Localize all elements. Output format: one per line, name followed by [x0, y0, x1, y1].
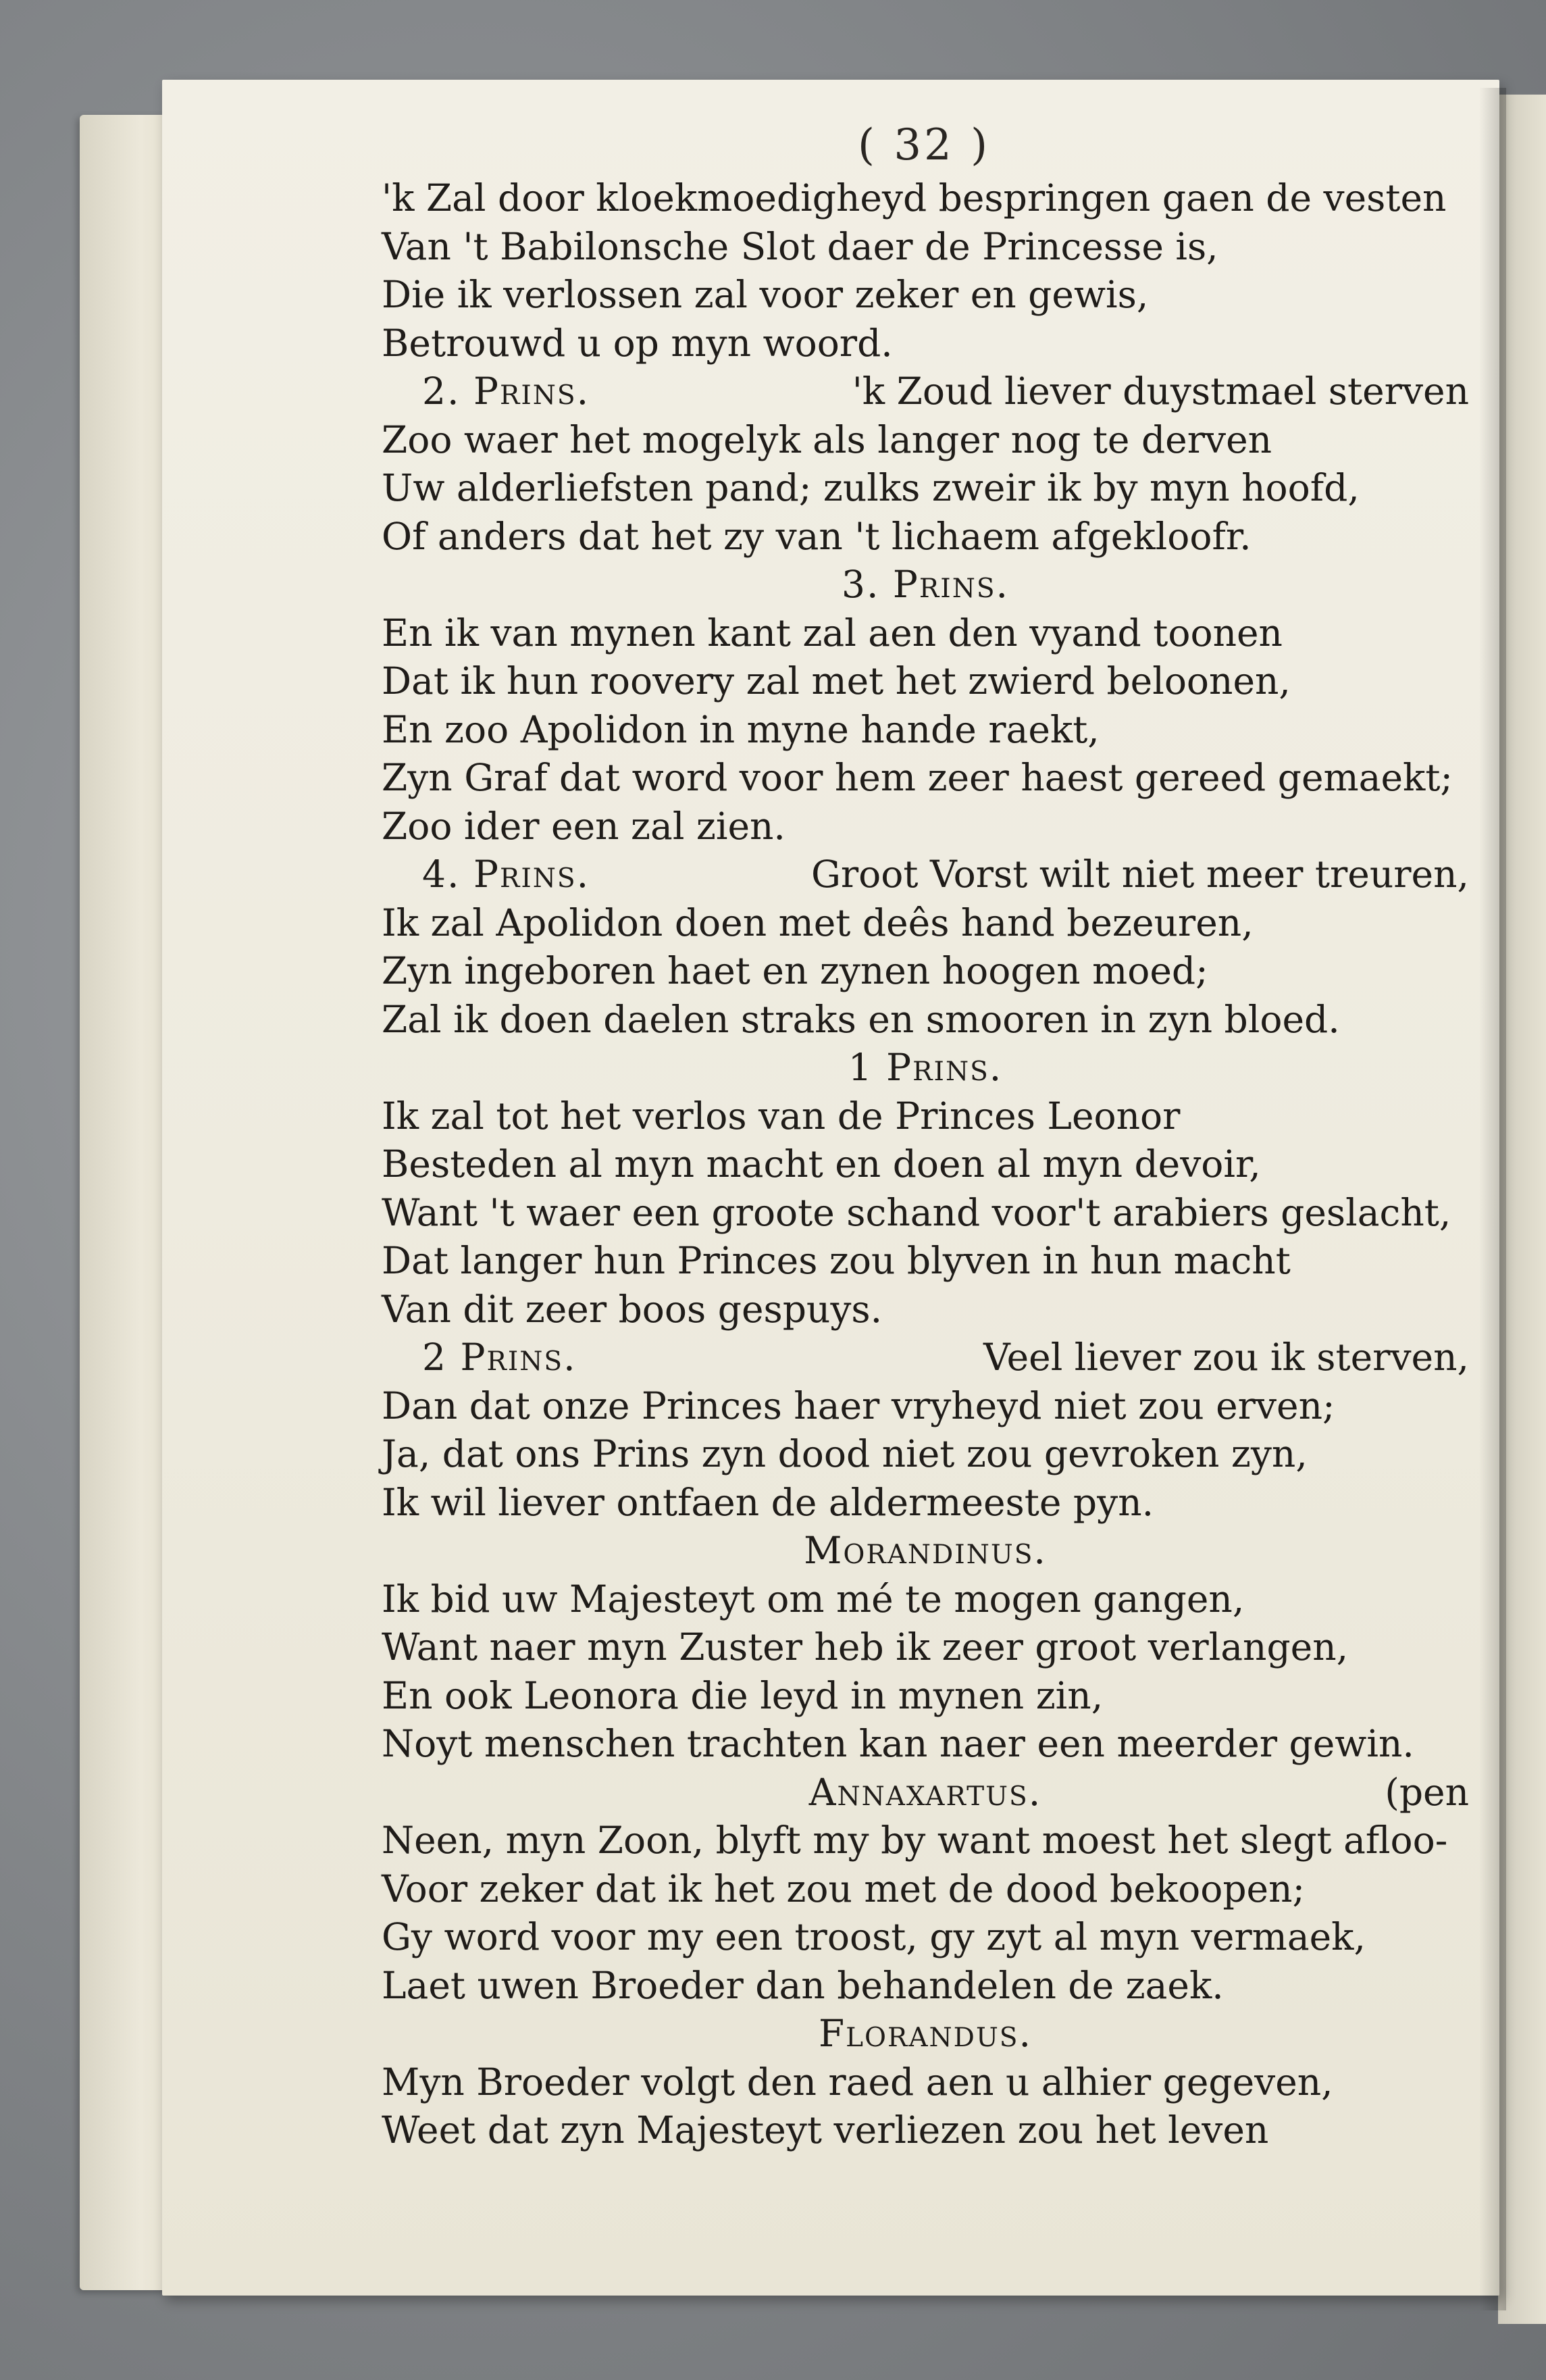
speaker-verse: Groot Vorst wilt niet meer treuren, [810, 853, 1469, 896]
verse-line: En ik van mynen kant zal aen den vyand toonen [382, 611, 1283, 655]
verse-line: Noyt menschen trachten kan naer een meerder gewin. [382, 1722, 1414, 1765]
verse-line: Zoo waer het mogelyk als langer nog te derven [382, 417, 1272, 461]
verse-line: Besteden al myn macht en doen al myn devoir, [382, 1142, 1261, 1186]
verse-line: Of anders dat het zy van 't lichaem afgekloofr. [382, 514, 1252, 558]
verse-line: Van dit zeer boos gespuys. [382, 1287, 883, 1331]
verse-line: Die ik verlossen zal voor zeker en gewis, [382, 273, 1149, 316]
verse-line: Myn Broeder volgt den raed aen u alhier gegeven, [382, 2060, 1333, 2104]
speaker-label: Annaxartus. [808, 1770, 1042, 1814]
speaker-verse: 'k Zoud liever duystmael sterven [852, 370, 1469, 413]
speaker-line [382, 1334, 1469, 1382]
verse-line: Zyn ingeboren haet en zynen hoogen moed; [382, 949, 1208, 992]
verse-line: Ik bid uw Majesteyt om mé te mogen gangen, [382, 1577, 1245, 1621]
speaker-verse: Veel liever zou ik sterven, [983, 1336, 1469, 1379]
verse-line: Dan dat onze Princes haer vryheyd niet zou erven; [382, 1384, 1335, 1427]
verse-line: En zoo Apolidon in myne hande raekt, [382, 707, 1100, 751]
speaker-line [382, 851, 1469, 899]
speaker-line [382, 368, 1469, 416]
page-number: ( 32 ) [858, 120, 991, 170]
verse-line: Betrouwd u op myn woord. [382, 321, 893, 365]
speaker-heading: 1 Prins. [848, 1046, 1003, 1089]
verse-line: Dat langer hun Princes zou blyven in hun macht [382, 1239, 1291, 1282]
verse-line: Laet uwen Broeder dan behandelen de zaek. [382, 1963, 1224, 2007]
verse-line: Zal ik doen daelen straks en smooren in zyn bloed. [382, 997, 1340, 1041]
margin-note: (pen [1385, 1770, 1469, 1814]
verse-line: 'k Zal door kloekmoedigheyd bespringen gaen de vesten [382, 176, 1447, 220]
verse-line: Dat ik hun roovery zal met het zwierd beloonen, [382, 659, 1291, 703]
speaker-label: 4. Prins. [422, 853, 590, 896]
verse-line: Ja, dat ons Prins zyn dood niet zou gevroken zyn, [382, 1432, 1308, 1475]
verse-line: Ik zal Apolidon doen met deês hand bezeuren, [382, 901, 1254, 944]
speaker-heading: Florandus. [818, 2012, 1033, 2055]
gutter-shadow [1479, 88, 1506, 2310]
speaker-heading [382, 1769, 1469, 1817]
verse-line: Weet dat zyn Majesteyt verliezen zou het leven [382, 2108, 1269, 2152]
verse-line: Van 't Babilonsche Slot daer de Princesse is, [382, 224, 1218, 268]
speaker-label: 2. Prins. [422, 370, 590, 413]
verse-line: Neen, myn Zoon, blyft my by want moest het slegt afloo- [382, 1819, 1448, 1862]
speaker-heading: 3. Prins. [841, 563, 1010, 606]
verse-line: Ik wil liever ontfaen de aldermeeste pyn. [382, 1480, 1154, 1524]
verse-line: Want naer myn Zuster heb ik zeer groot verlangen, [382, 1625, 1349, 1669]
verse-line: Uw alderliefsten pand; zulks zweir ik by myn hoofd, [382, 466, 1360, 509]
verse-line: Zyn Graf dat word voor hem zeer haest gereed gemaekt; [382, 756, 1453, 799]
speaker-heading: Morandinus. [804, 1529, 1047, 1572]
verse-line: En ook Leonora die leyd in mynen zin, [382, 1673, 1104, 1717]
verse-line: Voor zeker dat ik het zou met de dood bekoopen; [382, 1867, 1306, 1910]
verse-line: Gy word voor my een troost, gy zyt al myn vermaek, [382, 1915, 1366, 1958]
verse-line: Want 't waer een groote schand voor't arabiers geslacht, [382, 1190, 1451, 1234]
text-body [382, 174, 1469, 2155]
verse-line: Zoo ider een zal zien. [382, 804, 785, 848]
speaker-label: 2 Prins. [422, 1336, 577, 1379]
verse-line: Ik zal tot het verlos van de Princes Leonor [382, 1094, 1181, 1138]
